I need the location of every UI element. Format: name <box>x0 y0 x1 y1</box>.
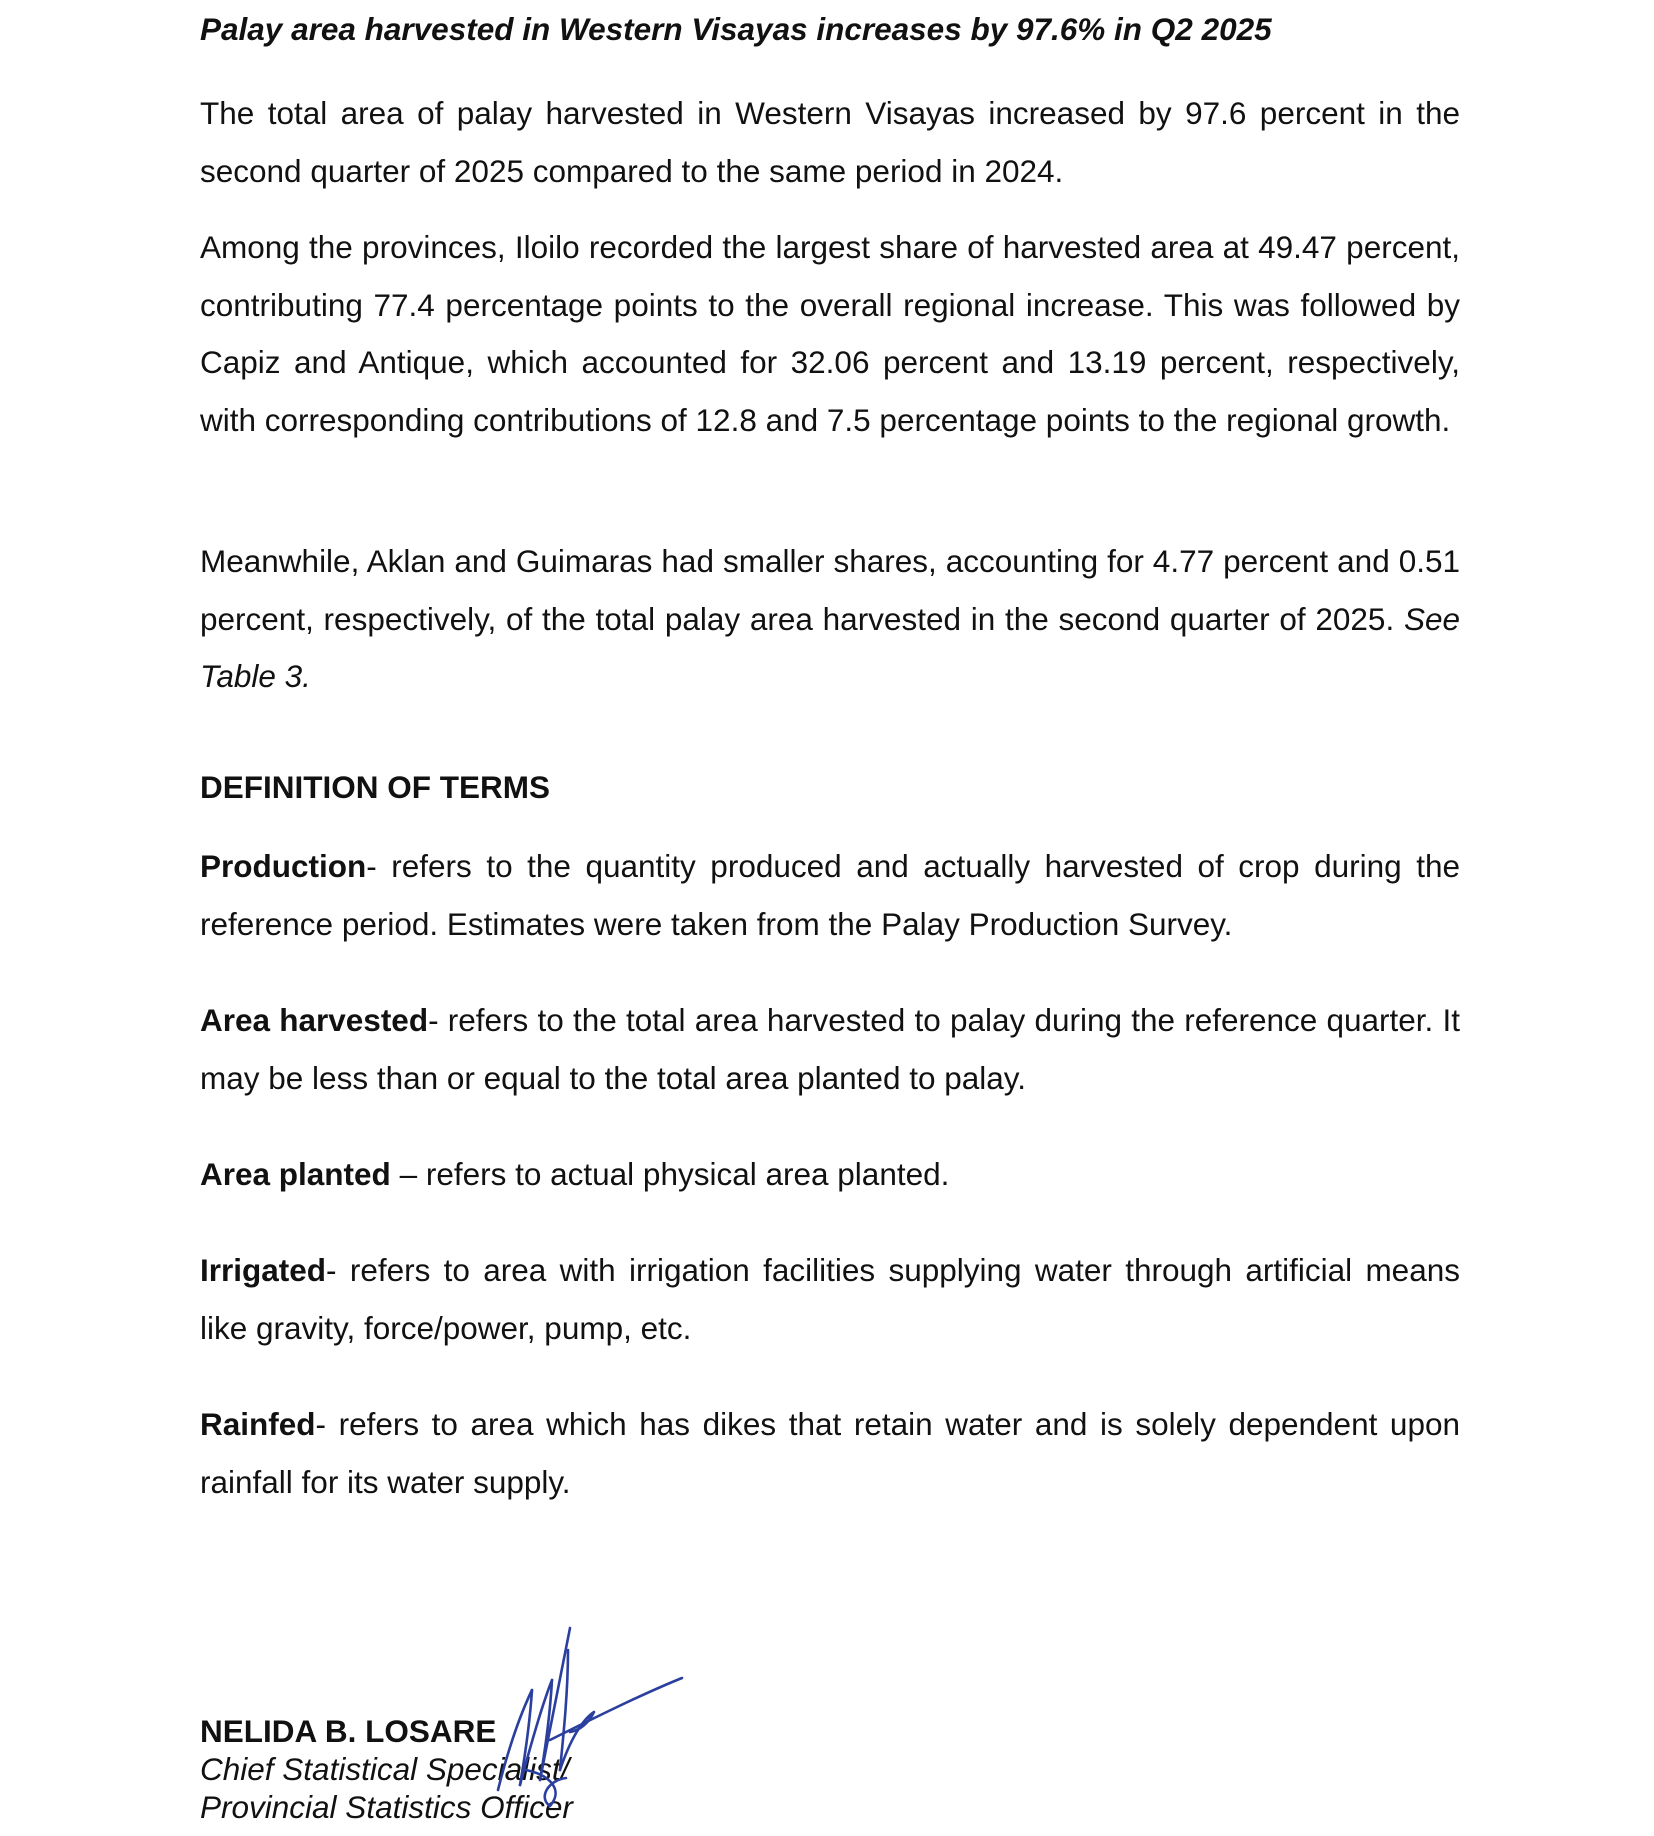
definition-irrigated <box>200 1242 1460 1357</box>
definition-term: Area harvested <box>200 1002 429 1038</box>
definition-text: - refers to area which has dikes that retain water and is solely dependent upon rainfall for its water supply. <box>200 1406 1460 1500</box>
definitions-heading: DEFINITION OF TERMS <box>200 769 550 805</box>
paragraph-total-area: The total area of palay harvested in Western Visayas increased by 97.6 percent in the second quarter of 2025 compared to the same period in 2024. <box>200 95 1460 189</box>
paragraph-smaller-shares-text: Meanwhile, Aklan and Guimaras had smaller shares, accounting for 4.77 percent and 0.51 percent, respectively, of the total palay area harvested in the second quarter of 2025. <box>200 543 1460 637</box>
headline: Palay area harvested in Western Visayas increases by 97.6% in Q2 2025 <box>200 11 1272 47</box>
handwritten-signature <box>490 1620 690 1810</box>
definition-term: Area planted <box>200 1156 391 1192</box>
definition-term: Irrigated <box>200 1252 327 1288</box>
signatory-title-line2: Provincial Statistics Officer <box>200 1789 573 1825</box>
definition-text: - refers to the total area harvested to palay during the reference quarter. It may be less than or equal to the total area planted to palay. <box>200 1002 1460 1096</box>
definition-area-harvested <box>200 992 1460 1107</box>
definition-text: - refers to area with irrigation facilities supplying water through artificial means like gravity, force/power, pump, etc. <box>200 1252 1460 1346</box>
signatory-title-line1: Chief Statistical Specialist/ <box>200 1751 570 1787</box>
paragraph-provinces-share: Among the provinces, Iloilo recorded the largest share of harvested area at 49.47 percent, contributing 77.4 percentage points to the overall regional increase. This was followed by Capiz and Antique, which accounted for 32.06 percent and 13.19 percent, respectively, with corresponding contributions of 12.8 and 7.5 percentage points to the regional growth. <box>200 229 1460 438</box>
definition-text: - refers to the quantity produced and actually harvested of crop during the reference period. Estimates were taken from the Palay Production Survey. <box>200 848 1460 942</box>
definition-text: – refers to actual physical area planted. <box>390 1156 950 1192</box>
definition-rainfed <box>200 1396 1460 1511</box>
paragraph-smaller-shares <box>200 533 1460 706</box>
definition-area-planted <box>200 1146 1460 1204</box>
definition-term: Production <box>200 848 367 884</box>
definition-term: Rainfed <box>200 1406 316 1442</box>
definition-production <box>200 838 1460 953</box>
signatory-name: NELIDA B. LOSARE <box>200 1713 497 1749</box>
table-reference: See Table 3. <box>200 600 1460 694</box>
